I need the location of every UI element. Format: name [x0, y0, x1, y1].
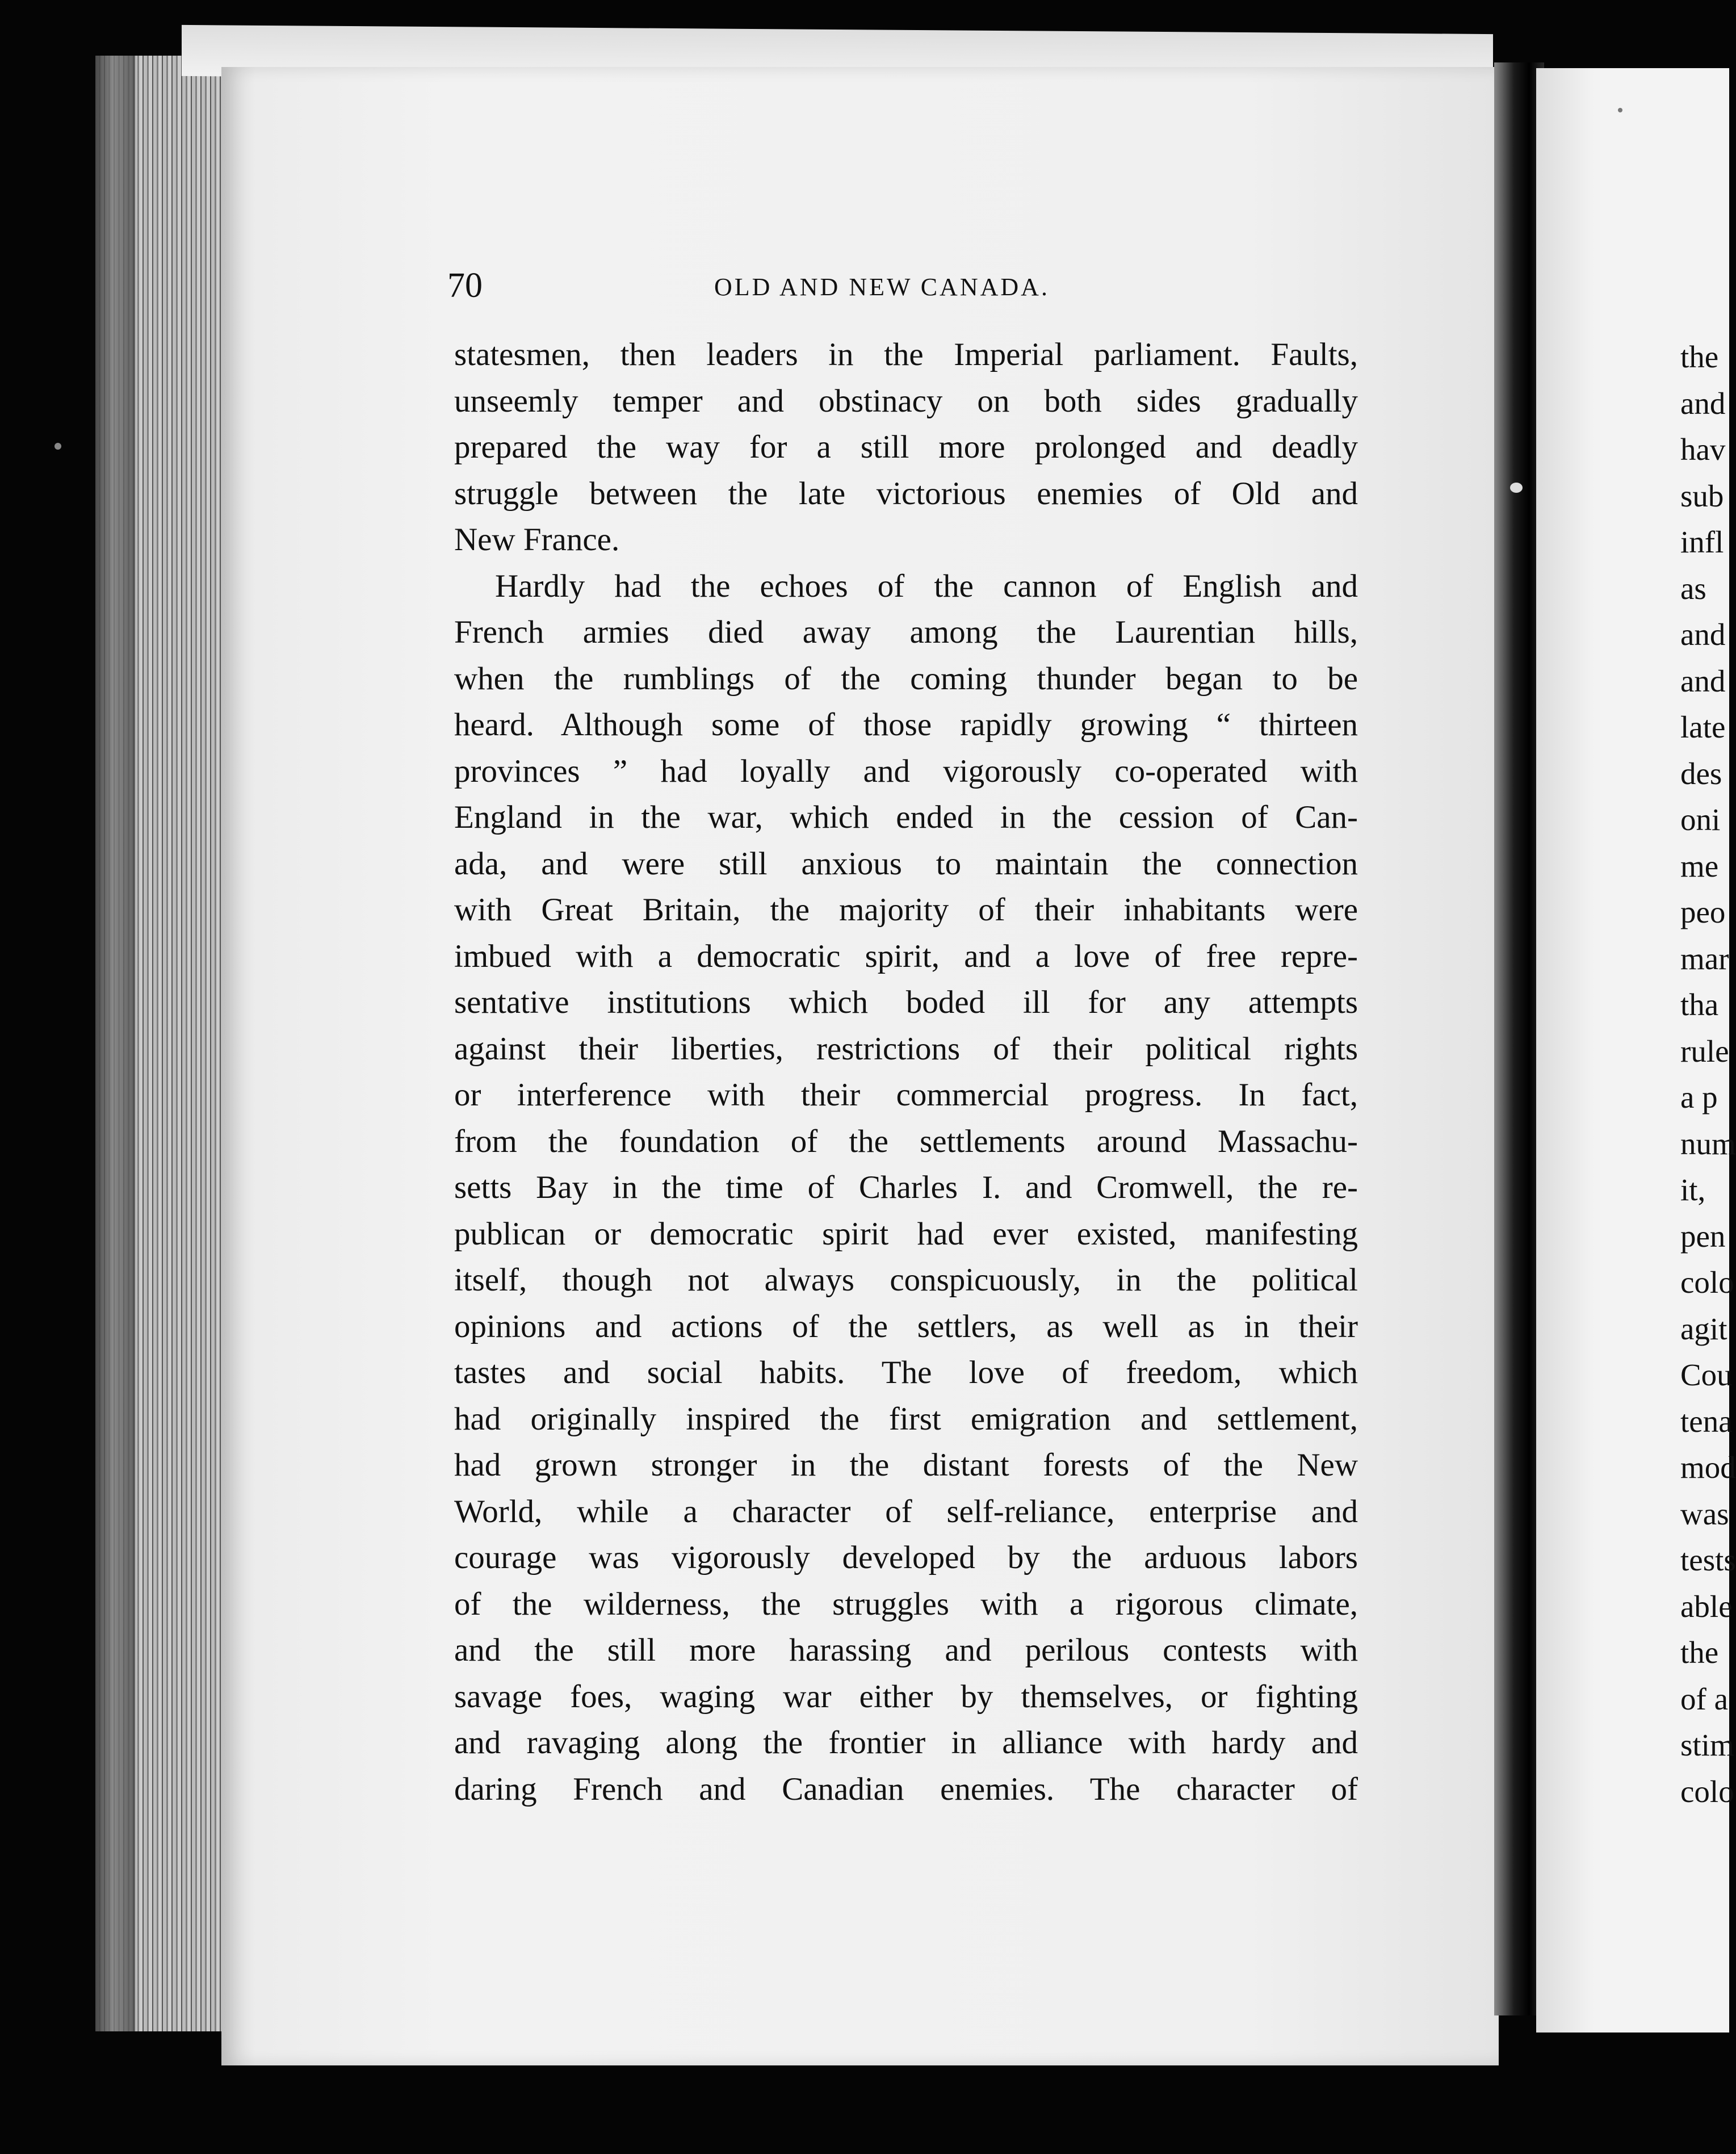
facing-line: and: [1680, 663, 1726, 698]
text-line: opinions and actions of the settlers, as well as in their: [454, 1308, 1358, 1344]
text-line: ada, and were still anxious to maintain the connection: [454, 845, 1358, 882]
text-line: itself, though not always conspicuously, in the political: [454, 1262, 1358, 1298]
running-head: [447, 266, 1356, 311]
text-line: England in the war, which ended in the cession of Can-: [454, 799, 1358, 835]
facing-line: of a: [1680, 1681, 1728, 1716]
facing-line: a p: [1680, 1080, 1718, 1114]
facing-line: late: [1680, 710, 1726, 744]
facing-line: mod: [1680, 1450, 1736, 1485]
text-line: and ravaging along the frontier in alliance with hardy and: [454, 1725, 1358, 1761]
text-line: with Great Britain, the majority of their inhabitants were: [454, 892, 1358, 928]
facing-line: able: [1680, 1589, 1733, 1624]
text-line: French armies died away among the Laurentian hills,: [454, 614, 1358, 650]
facing-line: as: [1680, 571, 1706, 606]
facing-line: oni: [1680, 802, 1721, 837]
scan-speck: [54, 443, 61, 450]
facing-line: tena: [1680, 1403, 1733, 1439]
text-line: heard. Although some of those rapidly growing “ thirteen: [454, 707, 1358, 743]
facing-line: infl: [1680, 525, 1724, 559]
text-line: prepared the way for a still more prolonged and deadly: [454, 429, 1358, 465]
text-line: courage was vigorously developed by the arduous labors: [454, 1540, 1358, 1575]
facing-line: the: [1680, 1635, 1719, 1670]
facing-line: the: [1680, 340, 1719, 374]
facing-line: was: [1680, 1496, 1729, 1531]
text-line: sentative institutions which boded ill for any attempts: [454, 984, 1358, 1020]
facing-line: tests: [1680, 1543, 1736, 1577]
facing-line: colo: [1680, 1774, 1734, 1809]
facing-line: tha: [1680, 987, 1719, 1022]
facing-line: colo: [1680, 1265, 1734, 1300]
facing-line: agit: [1680, 1311, 1727, 1346]
text-line: setts Bay in the time of Charles I. and Cromwell, the re-: [454, 1170, 1358, 1205]
text-line: New France.: [454, 522, 620, 558]
facing-line: pen: [1680, 1218, 1726, 1254]
facing-line: Cou: [1680, 1357, 1733, 1392]
text-line: had originally inspired the first emigration and settlement,: [454, 1401, 1358, 1437]
facing-page-text: [1680, 334, 1736, 1814]
facing-line: it,: [1680, 1172, 1706, 1207]
text-line: struggle between the late victorious enemies of Old and: [454, 475, 1358, 512]
facing-line: rule: [1680, 1033, 1729, 1068]
facing-line: stim: [1680, 1728, 1734, 1762]
text-line: unseemly temper and obstinacy on both sides gradually: [454, 383, 1358, 419]
text-line: imbued with a democratic spirit, and a love of free repre-: [454, 938, 1358, 974]
scan-speck: [1618, 108, 1622, 112]
facing-line: peo: [1680, 895, 1726, 929]
page-edges-shadow: [95, 56, 135, 2031]
facing-line: num: [1680, 1126, 1736, 1161]
text-line: World, while a character of self-reliance, enterprise and: [454, 1493, 1358, 1529]
text-line: when the rumblings of the coming thunder began to be: [454, 660, 1358, 697]
facing-line: des: [1680, 756, 1722, 791]
running-title: OLD AND NEW CANADA.: [714, 273, 1050, 301]
text-line: had grown stronger in the distant forests of the New: [454, 1447, 1358, 1483]
facing-line: sub: [1680, 478, 1724, 513]
page-number: 70: [447, 266, 483, 305]
text-line: savage foes, waging war either by themselves, or fighting: [454, 1678, 1358, 1715]
scan-speck: [1510, 483, 1523, 493]
facing-line: hav: [1680, 432, 1726, 467]
facing-line: and: [1680, 617, 1726, 652]
text-line: provinces ” had loyally and vigorously co-operated with: [454, 753, 1358, 789]
text-line: and the still more harassing and perilous contests with: [454, 1632, 1358, 1668]
body-text: [454, 332, 1358, 1812]
facing-line: mar: [1680, 941, 1729, 976]
text-line: from the foundation of the settlements around Massachu-: [454, 1123, 1358, 1159]
text-line: of the wilderness, the struggles with a rigorous climate,: [454, 1586, 1358, 1622]
facing-line: and: [1680, 385, 1726, 421]
facing-line: me: [1680, 848, 1719, 883]
text-line: statesmen, then leaders in the Imperial parliament. Faults,: [454, 337, 1358, 372]
text-line: Hardly had the echoes of the cannon of English and: [495, 568, 1358, 604]
text-line: against their liberties, restrictions of their political rights: [454, 1030, 1358, 1067]
text-line: publican or democratic spirit had ever existed, manifesting: [454, 1216, 1358, 1252]
text-line: daring French and Canadian enemies. The character of: [454, 1771, 1358, 1807]
text-line: tastes and social habits. The love of freedom, which: [454, 1355, 1358, 1390]
text-line: or interference with their commercial progress. In fact,: [454, 1077, 1358, 1113]
